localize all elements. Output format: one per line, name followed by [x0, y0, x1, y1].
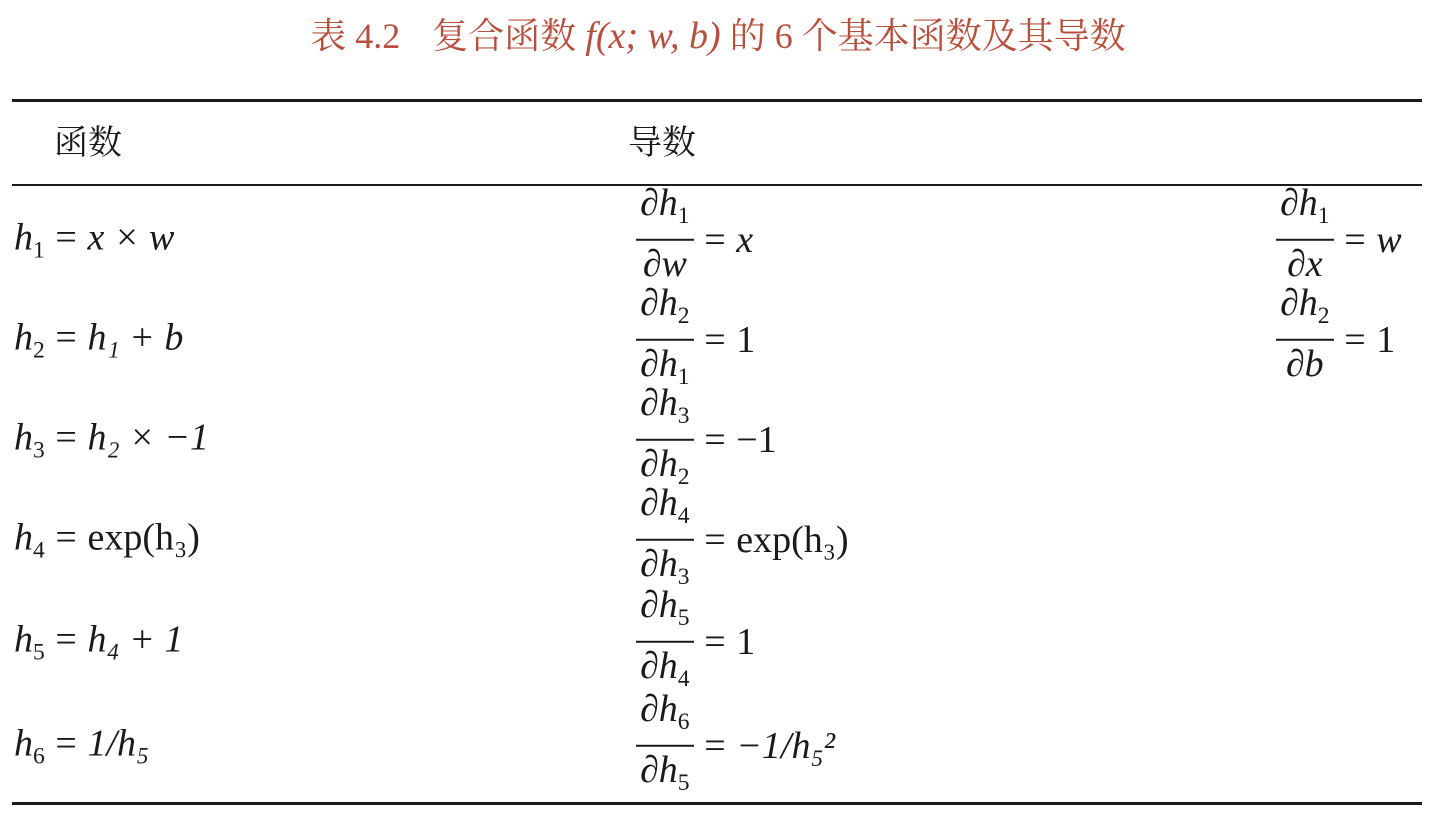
derivative-cell: $\frac{\partial h_2}{\partial h_1}$ = 1	[636, 281, 755, 399]
table-row	[0, 481, 1436, 591]
table-row	[0, 583, 1436, 693]
derivative-fraction: $\frac{\partial h_5}{\partial h_4}$	[636, 583, 694, 701]
derivative-cell: $\frac{\partial h_6}{\partial h_5}$ = −1/h₅²	[636, 687, 835, 805]
function-cell: $h_5 = h_4 + 1$	[14, 618, 184, 666]
function-cell: $h_4 = \exp(h_3)$	[14, 516, 200, 564]
function-cell: $h_6 = 1/h_5$	[14, 722, 150, 770]
derivative-cell-second: $\frac{\partial h_2}{\partial b}$ = 1	[1276, 281, 1395, 399]
derivative-rhs: 1	[736, 621, 756, 663]
derivative-cell: $\frac{\partial h_5}{\partial h_4}$ = 1	[636, 583, 755, 701]
derivative-fraction: $\frac{\partial h_3}{\partial h_2}$	[636, 381, 694, 499]
table-row	[0, 687, 1436, 797]
derivative-fraction: $\frac{\partial h_2}{\partial b}$	[1276, 281, 1334, 399]
derivative-rhs: exp(h₃)	[736, 519, 849, 561]
table-label: 表 4.2	[310, 16, 401, 56]
derivative-fraction: $\frac{\partial h_6}{\partial h_5}$	[636, 687, 694, 805]
function-rhs: h₄ + 1	[87, 618, 184, 661]
header-derivative: 导数	[628, 125, 696, 162]
function-rhs: exp(h₃)	[87, 516, 200, 559]
derivative-rhs: −1	[736, 419, 777, 461]
derivative-fraction: $\frac{\partial h_1}{\partial w}$	[636, 181, 694, 299]
function-rhs: 1/h₅	[87, 722, 150, 765]
function-cell: $h_3 = h_2 \times -1$	[14, 416, 209, 464]
header-function: 函数	[54, 125, 122, 162]
function-rhs: h₂ × −1	[87, 416, 209, 459]
function-cell: $h_2 = h_1 + b$	[14, 316, 184, 364]
derivative-cell: $\frac{\partial h_1}{\partial w}$ = x	[636, 181, 753, 299]
derivative-rhs: w	[1376, 219, 1402, 261]
caption-prefix: 复合函数	[432, 16, 577, 56]
caption-function: f(x; w, b)	[585, 15, 721, 57]
derivative-fraction: $\frac{\partial h_2}{\partial h_1}$	[636, 281, 694, 399]
derivative-fraction: $\frac{\partial h_4}{\partial h_3}$	[636, 481, 694, 599]
derivative-rhs: −1/h₅²	[736, 725, 836, 767]
function-rhs: x × w	[87, 216, 175, 259]
derivative-cell-second: $\frac{\partial h_1}{\partial x}$ = w	[1276, 181, 1402, 299]
table-row	[0, 281, 1436, 391]
bottom-rule	[12, 802, 1422, 805]
caption-suffix: 的 6 个基本函数及其导数	[729, 16, 1126, 56]
derivative-cell: $\frac{\partial h_3}{\partial h_2}$ = −1	[636, 381, 777, 499]
derivative-cell: $\frac{\partial h_4}{\partial h_3}$ = exp(h₃)	[636, 481, 849, 599]
derivative-fraction: $\frac{\partial h_1}{\partial x}$	[1276, 181, 1334, 299]
table-row	[0, 381, 1436, 491]
table-caption	[0, 12, 1436, 60]
table-row	[0, 181, 1436, 290]
top-rule	[12, 99, 1422, 102]
derivative-rhs: 1	[1376, 319, 1396, 361]
function-rhs: h₁ + b	[87, 316, 184, 359]
function-cell: $h_1 = x \times w$	[14, 216, 175, 264]
derivative-rhs: x	[736, 219, 754, 261]
derivative-rhs: 1	[736, 319, 756, 361]
